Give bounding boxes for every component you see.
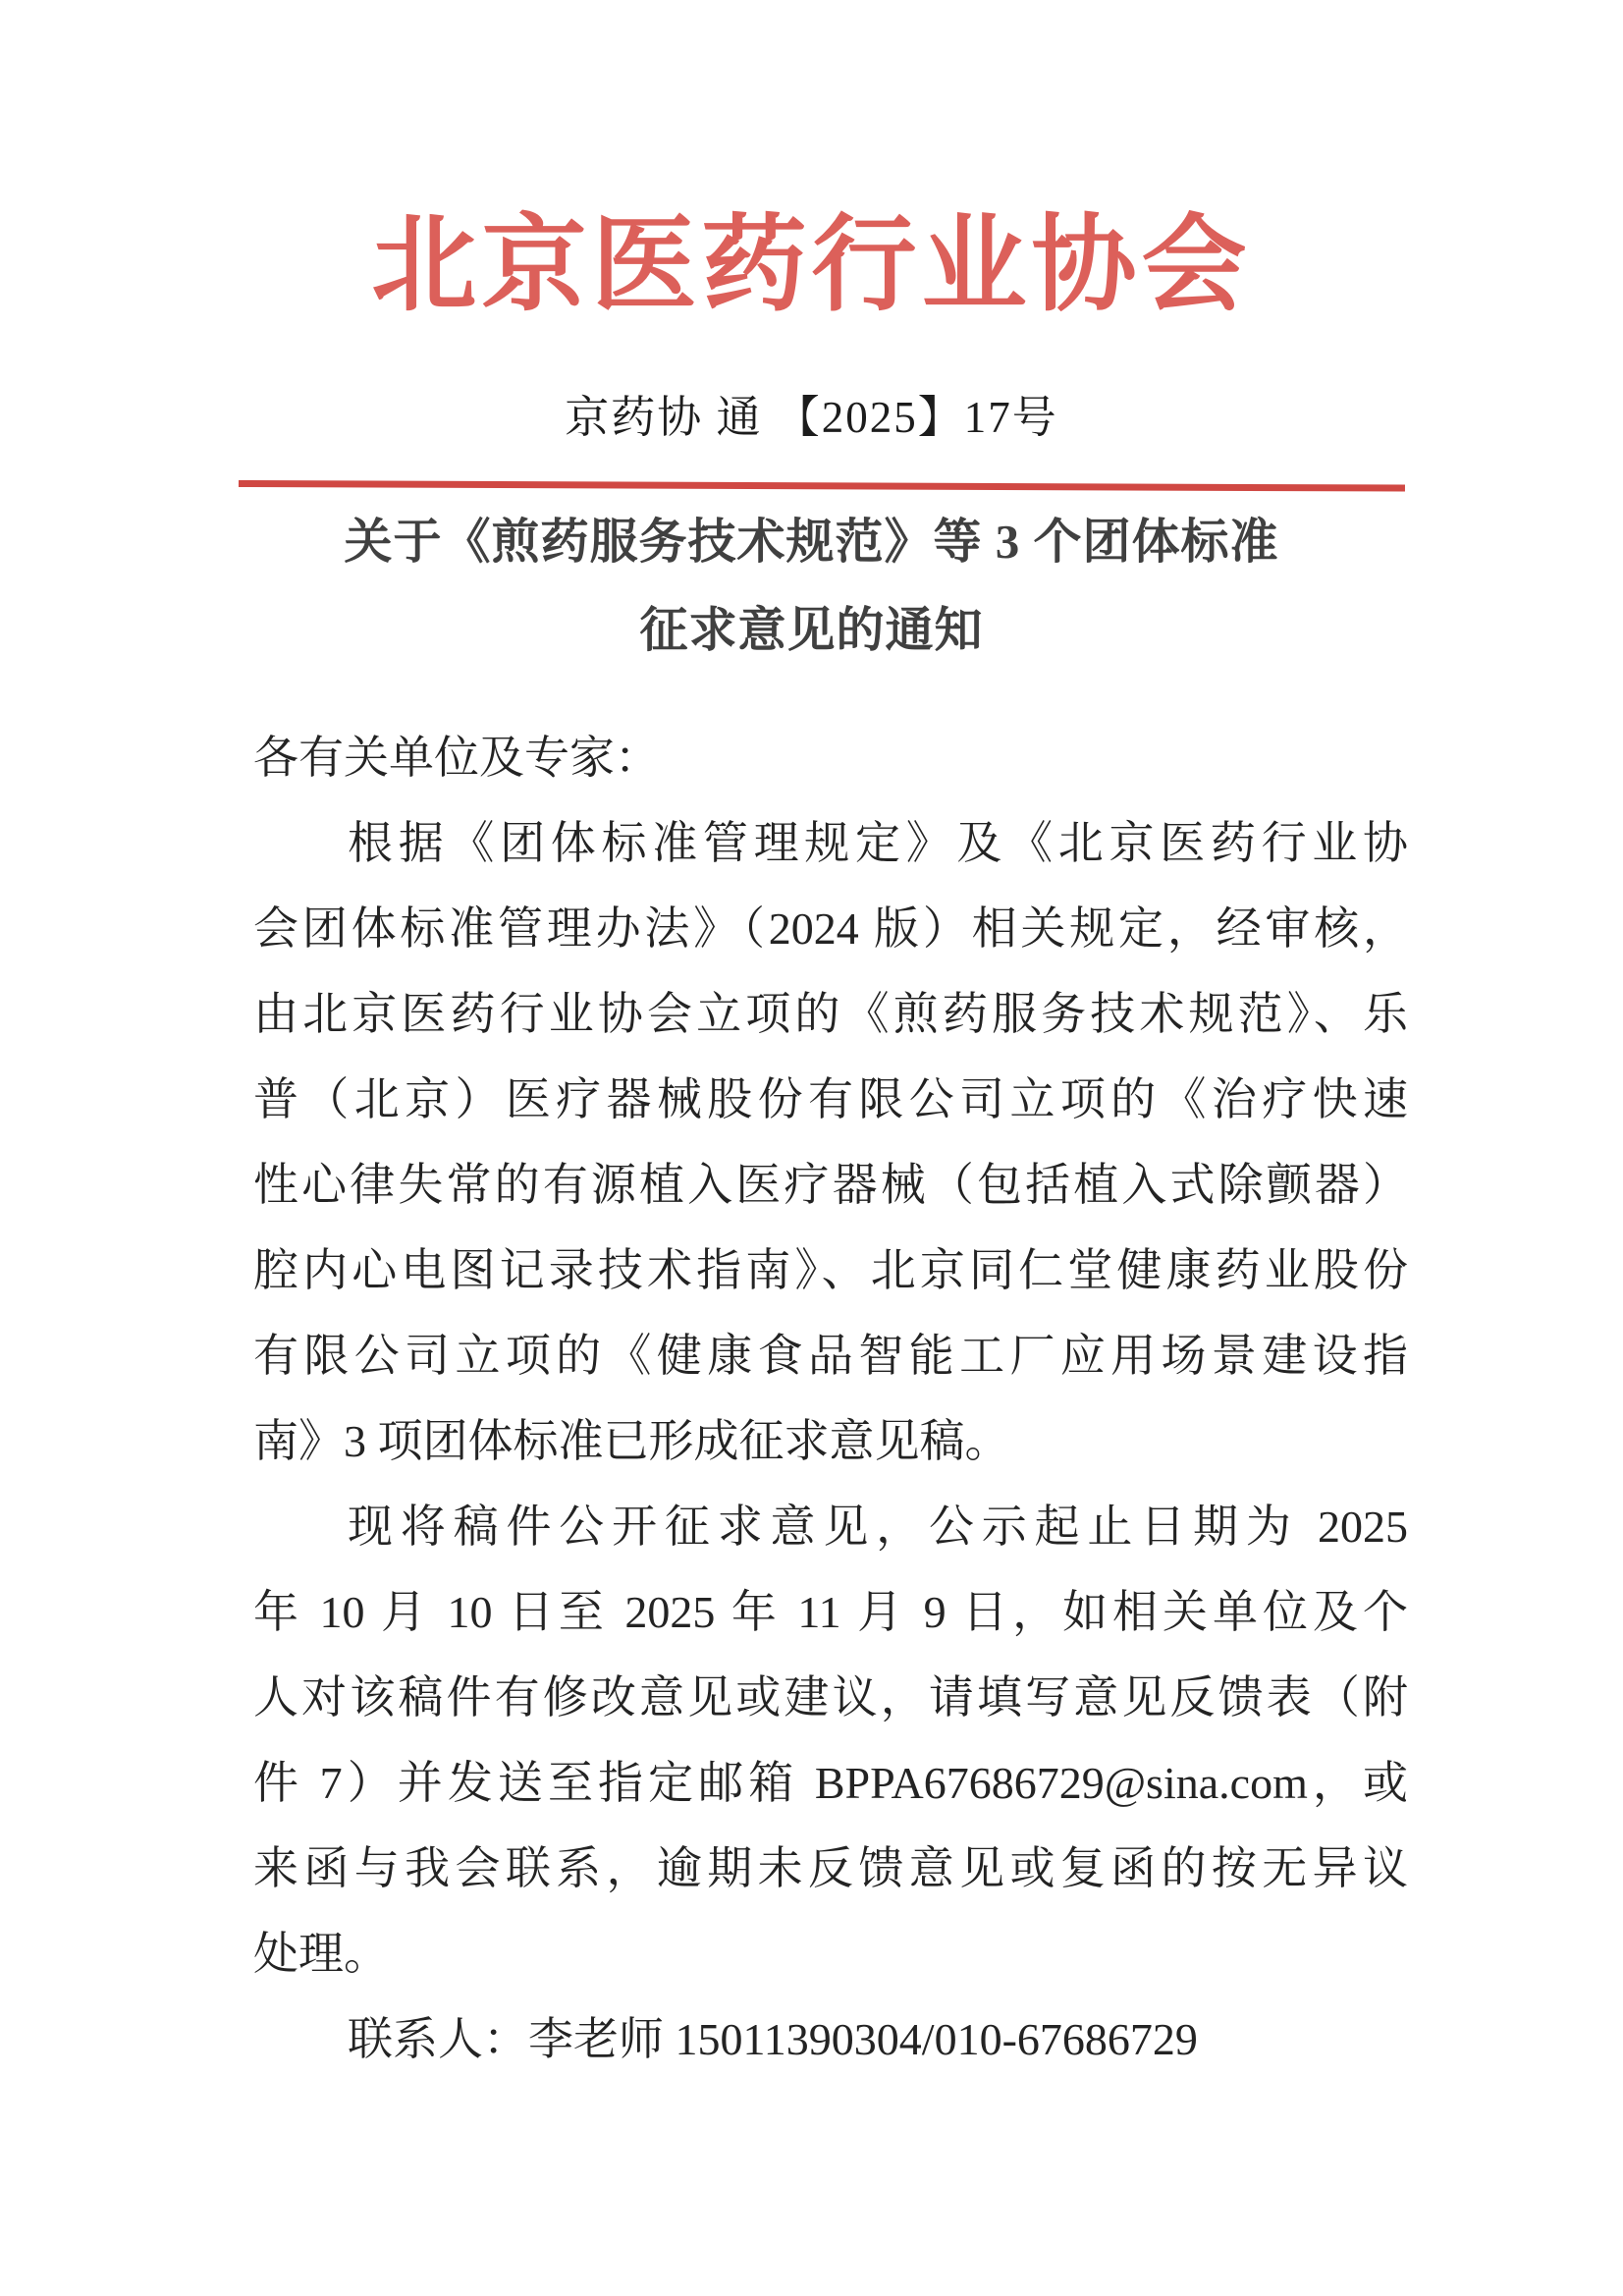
red-divider-rule	[239, 480, 1405, 492]
body-line: 件 7）并发送至指定邮箱 BPPA67686729@sina.com，或	[253, 1758, 1408, 1808]
body-line: 现将稿件公开征求意见，公示起止日期为 2025	[348, 1502, 1408, 1552]
body-line: 年 10 月 10 日至 2025 年 11 月 9 日，如相关单位及个	[253, 1587, 1408, 1637]
body-line: 普（北京）医疗器械股份有限公司立项的《治疗快速	[253, 1074, 1408, 1124]
body-line: 联系人：李老师 15011390304/010-67686729	[348, 2014, 1198, 2064]
body-line: 南》3 项团体标准已形成征求意见稿。	[253, 1416, 1010, 1466]
notice-body	[253, 715, 1408, 2082]
body-line: 有限公司立项的《健康食品智能工厂应用场景建设指	[253, 1331, 1408, 1381]
body-line: 性心律失常的有源植入医疗器械（包括植入式除颤器）	[253, 1160, 1408, 1210]
body-line: 各有关单位及专家：	[253, 733, 660, 783]
notice-title-line2: 征求意见的通知	[639, 603, 984, 657]
notice-title-line1: 关于《煎药服务技术规范》等 3 个团体标准	[344, 515, 1279, 569]
body-line: 来函与我会联系，逾期未反馈意见或复函的按无异议	[253, 1843, 1408, 1893]
body-line: 腔内心电图记录技术指南》、北京同仁堂健康药业股份	[253, 1245, 1408, 1295]
organization-title: 北京医药行业协会	[371, 208, 1252, 324]
document-number: 京药协 通 【2025】17号	[565, 393, 1058, 442]
body-line: 处理。	[253, 1929, 389, 1979]
body-line: 根据《团体标准管理规定》及《北京医药行业协	[348, 818, 1408, 868]
body-line: 由北京医药行业协会立项的《煎药服务技术规范》、乐	[253, 989, 1408, 1039]
body-line: 会团体标准管理办法》（2024 版）相关规定，经审核，	[253, 903, 1408, 954]
body-line: 人对该稿件有修改意见或建议，请填写意见反馈表（附	[253, 1672, 1408, 1722]
